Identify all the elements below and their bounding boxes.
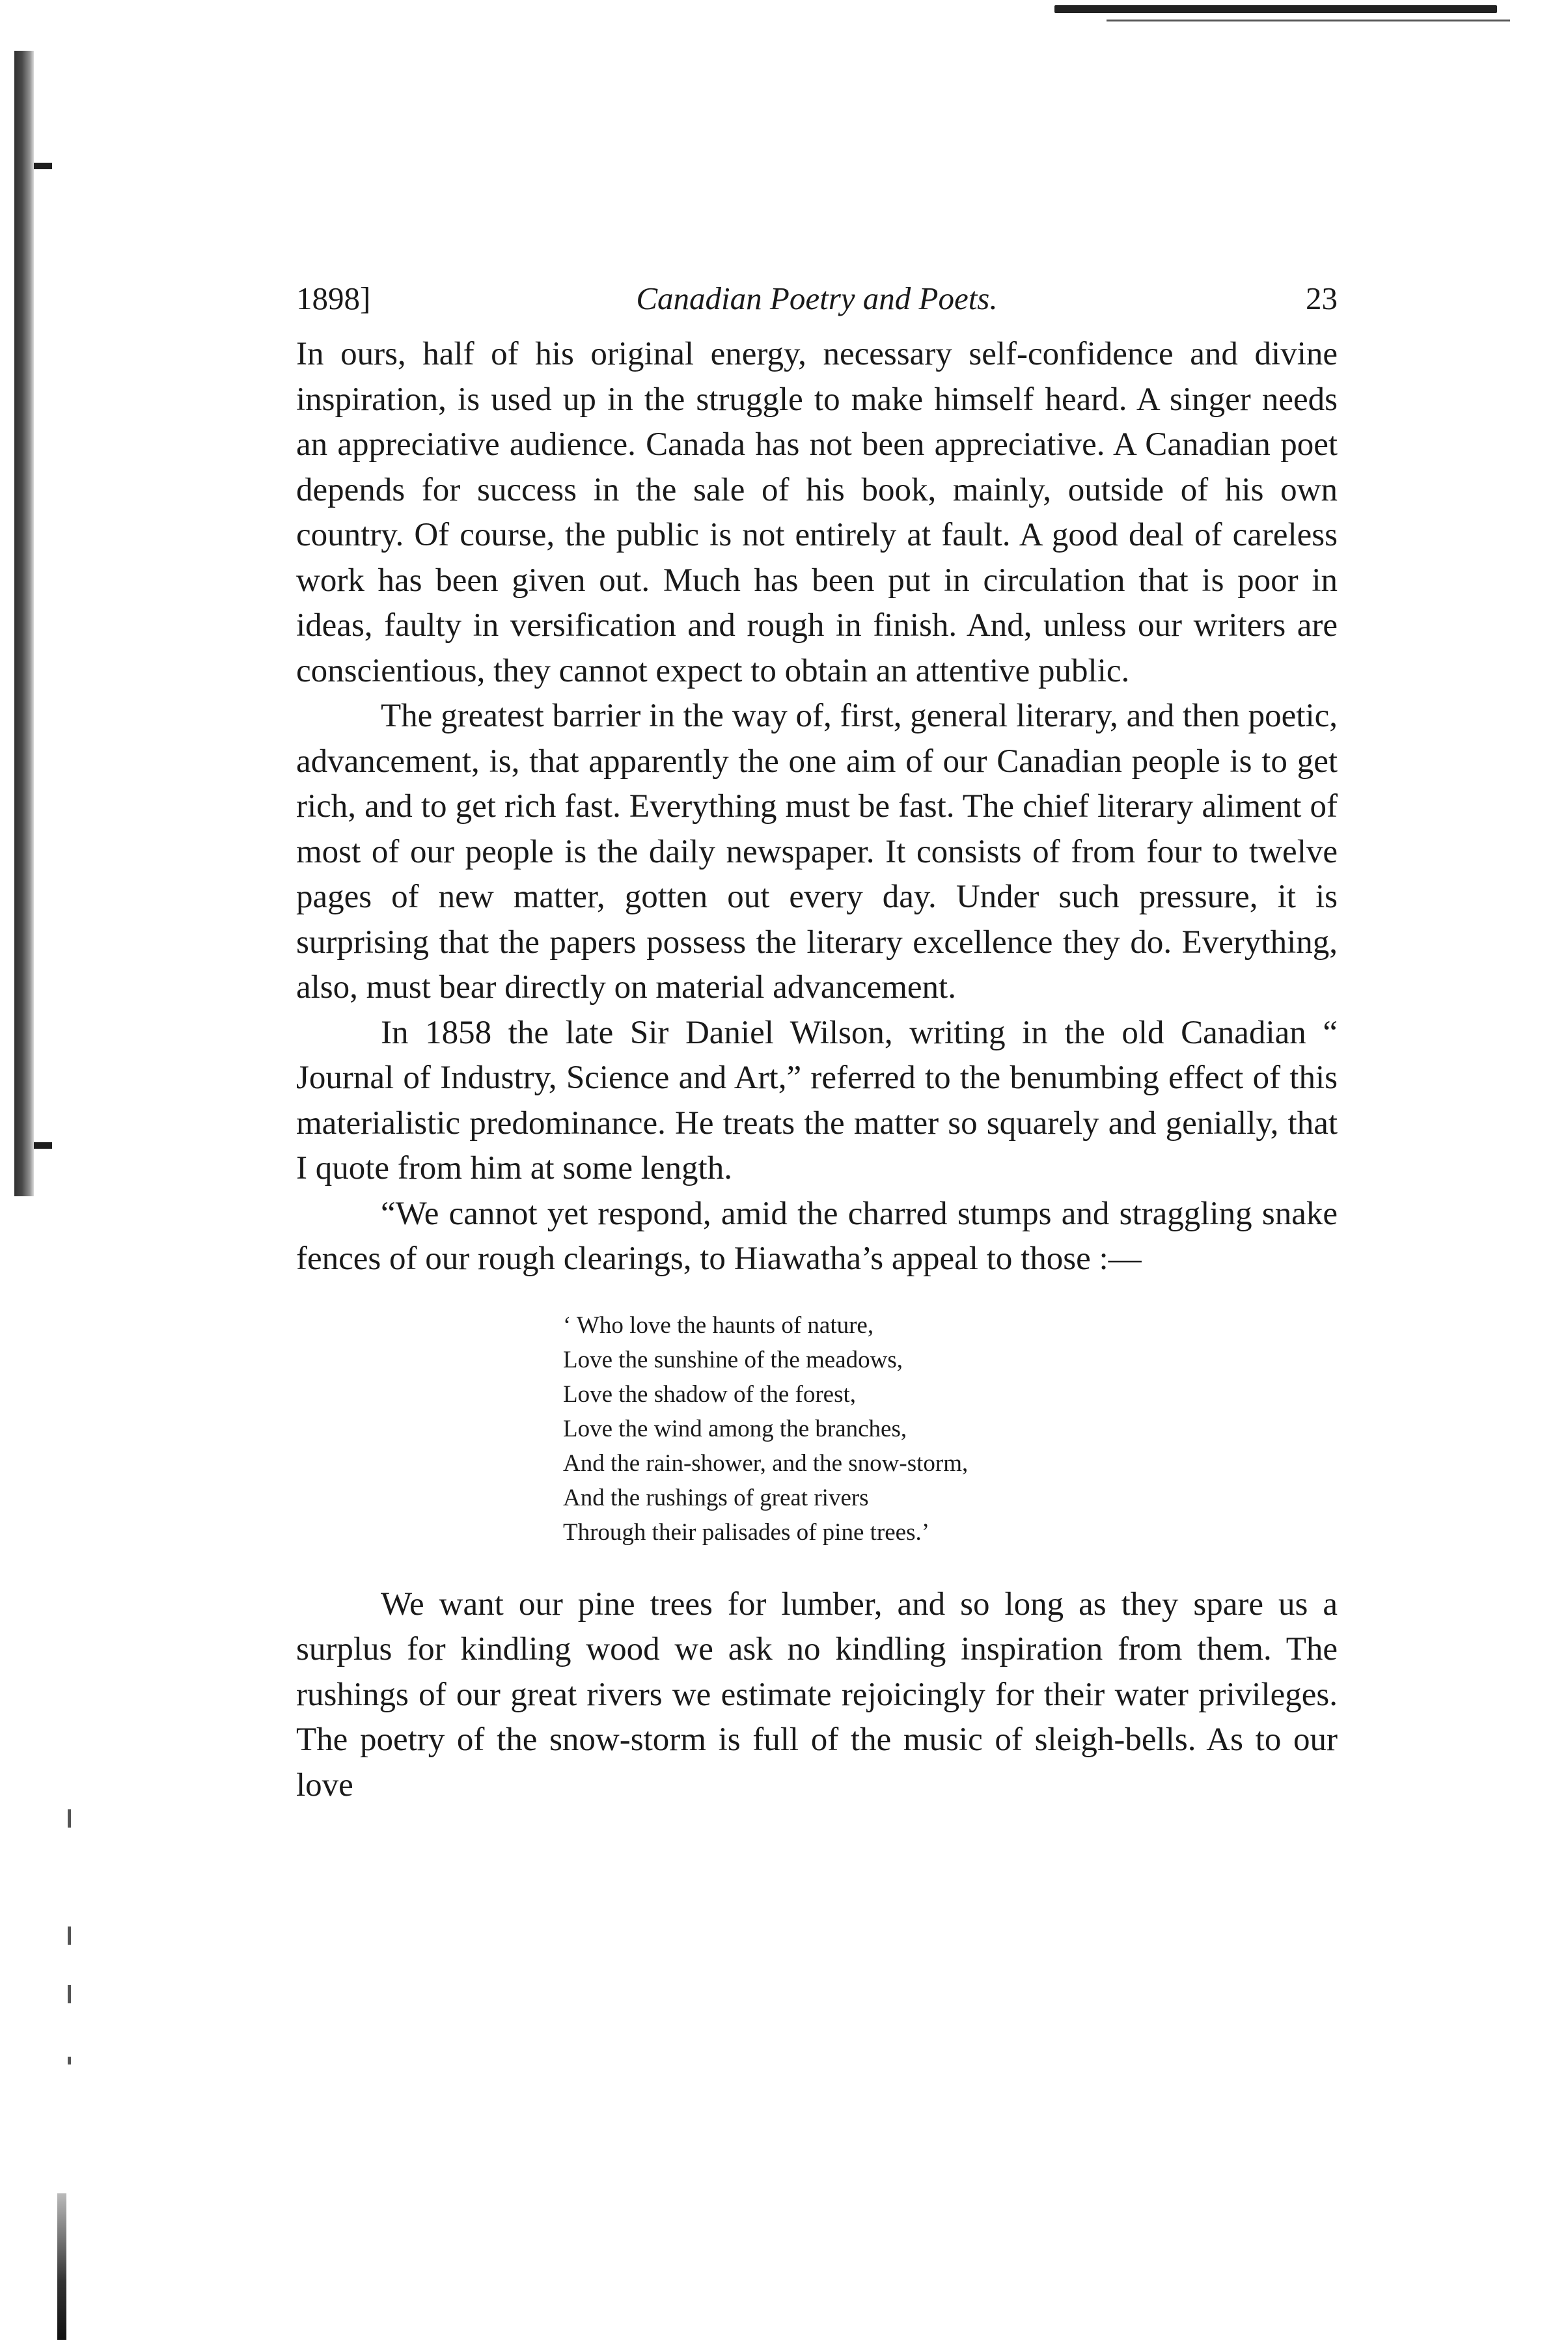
poem-line: Love the shadow of the forest, [563,1380,857,1408]
scan-speck [68,1927,71,1945]
running-head-year: 1898] [296,281,371,316]
poem-line: ‘ Who love the haunts of nature, [563,1311,874,1339]
running-head [296,280,1338,332]
scan-speck [68,1985,71,2003]
poem-line: Love the sunshine of the meadows, [563,1346,903,1373]
page-number: 23 [1306,281,1338,316]
scan-speck [68,2057,71,2064]
scan-bottom-edge [57,2193,66,2340]
scan-binding-mark [34,1142,52,1149]
paragraph: The greatest barrier in the way of, first, general literary, and then poetic, advancement, is, that apparently the one aim of our Canadian people is to get rich, and to get rich fast. Everything must be fast. The chief literary aliment of most of our people is the daily newspaper. It consists of from four to twelve pages of new matter, gotten out every day. Under such pressure, it is surprising that the papers possess the literary excellence they do. Everything, also, must bear directly on material advancement. [296,698,1338,1006]
poem-quotation [296,1308,1338,1550]
scan-edge-top [1054,5,1497,13]
scan-binding-mark [34,163,52,169]
running-head-title: Canadian Poetry and Poets. [636,281,998,316]
poem-line: Love the wind among the branches, [563,1415,907,1442]
paragraph: “We cannot yet respond, amid the charred stumps and straggling snake fences of our rough clearings, to Hiawatha’s appeal to those :— [296,1195,1338,1277]
paragraph: We want our pine trees for lumber, and so long as they spare us a surplus for kindling wood we ask no kindling inspiration from them. The rushings of our great rivers we estimate rejoicingly for their water privileges. The poetry of the snow-storm is full of the music of sleigh-bells. As to our love [296,1585,1338,1803]
poem-line: And the rushings of great rivers [563,1484,869,1511]
book-page [296,280,1338,1808]
scan-binding-edge [14,51,34,1196]
paragraph: In ours, half of his original energy, necessary self-confidence and divine inspiration, is used up in the struggle to make himself heard. A singer needs an appreciative audience. Canada has not been appreciative. A Canadian poet depends for success in the sale of his book, mainly, outside of his own country. Of course, the public is not entirely at fault. A good deal of careless work has been given out. Much has been put in circulation that is poor in ideas, faulty in versification and rough in finish. And, unless our writers are conscientious, they cannot expect to obtain an attentive public. [296,336,1338,689]
poem-line: And the rain-shower, and the snow-storm, [563,1449,969,1477]
scan-edge-top-thin [1107,20,1510,21]
scan-speck [68,1809,71,1828]
paragraph: In 1858 the late Sir Daniel Wilson, writing in the old Canadian “ Journal of Industry, Science and Art,” referred to the benumbing effect of this materialistic predominance. He treats the matter so squarely and genially, that I quote from him at some length. [296,1014,1338,1186]
poem-line: Through their palisades of pine trees.’ [563,1518,930,1546]
